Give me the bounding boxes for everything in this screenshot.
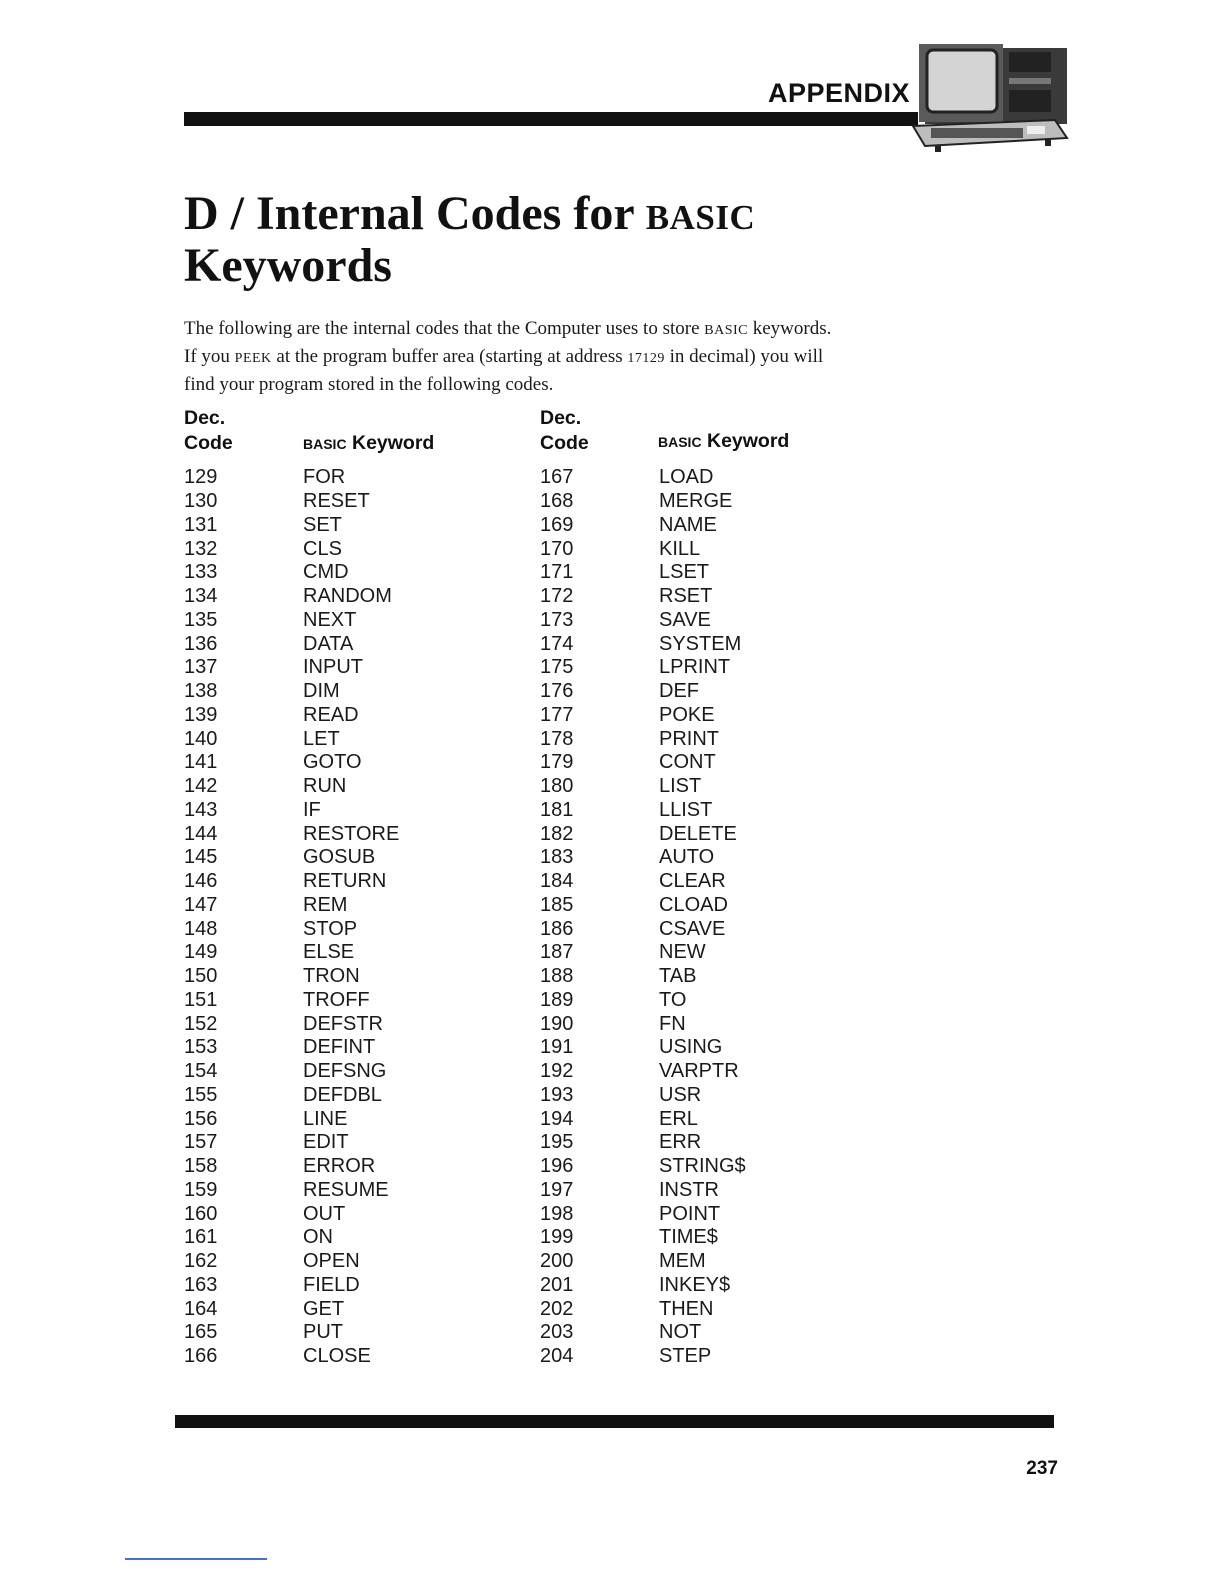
code-cell: 201 xyxy=(540,1273,574,1296)
keyword-cell: FN xyxy=(659,1012,686,1035)
code-cell: 173 xyxy=(540,608,574,631)
table-row xyxy=(184,1226,399,1250)
table-row xyxy=(540,1012,746,1036)
keyword-cell: TO xyxy=(659,988,687,1011)
footer-rule xyxy=(175,1415,1054,1428)
blue-underline xyxy=(125,1558,267,1560)
keyword-cell: POINT xyxy=(659,1202,721,1225)
table-row xyxy=(184,656,399,680)
code-cell: 180 xyxy=(540,775,574,798)
keyword-cell: INSTR xyxy=(659,1178,719,1201)
code-cell: 192 xyxy=(540,1060,574,1083)
code-cell: 141 xyxy=(184,751,218,774)
keyword-cell: USR xyxy=(659,1083,702,1106)
keyword-cell: REM xyxy=(303,893,348,916)
keyword-cell: STOP xyxy=(303,917,358,940)
keyword-cell: CLEAR xyxy=(659,870,726,893)
code-cell: 134 xyxy=(184,585,218,608)
table-row xyxy=(540,1202,746,1226)
code-cell: 204 xyxy=(540,1345,574,1368)
code-cell: 146 xyxy=(184,870,218,893)
code-cell: 202 xyxy=(540,1297,574,1320)
keyword-cell: POKE xyxy=(659,703,715,726)
table-row xyxy=(184,1012,399,1036)
code-cell: 179 xyxy=(540,751,574,774)
basic-label: BASIC xyxy=(658,434,702,450)
code-cell: 133 xyxy=(184,561,218,584)
intro-text-3: at the program buffer area (starting at address xyxy=(276,346,623,367)
table-row xyxy=(184,870,399,894)
keyword-cell: LET xyxy=(303,727,340,750)
code-cell: 189 xyxy=(540,988,574,1011)
keyword-cell: ERROR xyxy=(303,1155,376,1178)
table-row xyxy=(184,965,399,989)
code-cell: 151 xyxy=(184,988,218,1011)
code-cell: 187 xyxy=(540,941,574,964)
table-row xyxy=(540,989,746,1013)
table-row xyxy=(184,1036,399,1060)
keyword-cell: MERGE xyxy=(659,490,733,513)
code-cell: 129 xyxy=(184,466,218,489)
code-label: Code xyxy=(540,432,589,454)
code-cell: 145 xyxy=(184,846,218,869)
code-cell: 140 xyxy=(184,727,218,750)
table-row xyxy=(540,965,746,989)
keyword-cell: NOT xyxy=(659,1321,702,1344)
keyword-cell: CLOAD xyxy=(659,893,728,916)
table-row xyxy=(184,632,399,656)
code-cell: 137 xyxy=(184,656,218,679)
keyword-cell: PUT xyxy=(303,1321,343,1344)
left-code-header xyxy=(184,406,233,456)
code-cell: 155 xyxy=(184,1083,218,1106)
page-number: 237 xyxy=(1026,1458,1058,1479)
code-cell: 175 xyxy=(540,656,574,679)
keyword-label: Keyword xyxy=(351,432,435,454)
code-cell: 163 xyxy=(184,1273,218,1296)
code-cell: 158 xyxy=(184,1155,218,1178)
keyword-cell: CONT xyxy=(659,751,716,774)
keyword-cell: RETURN xyxy=(303,870,387,893)
code-cell: 170 xyxy=(540,537,574,560)
code-cell: 136 xyxy=(184,632,218,655)
table-row xyxy=(540,822,746,846)
left-keyword-header xyxy=(303,431,434,457)
keyword-cell: LOAD xyxy=(659,466,714,489)
code-cell: 195 xyxy=(540,1131,574,1154)
keyword-cell: ON xyxy=(303,1226,333,1249)
keyword-cell: DEFINT xyxy=(303,1036,376,1059)
keyword-cell: NEW xyxy=(659,941,706,964)
keyword-cell: ELSE xyxy=(303,941,355,964)
table-row xyxy=(540,870,746,894)
keyword-cell: CMD xyxy=(303,561,349,584)
keyword-cell: TIME$ xyxy=(659,1226,718,1249)
code-cell: 154 xyxy=(184,1060,218,1083)
keyword-cell: DEFSTR xyxy=(303,1012,383,1035)
code-cell: 138 xyxy=(184,680,218,703)
code-cell: 199 xyxy=(540,1226,574,1249)
keyword-cell: INPUT xyxy=(303,656,363,679)
code-cell: 153 xyxy=(184,1036,218,1059)
table-row xyxy=(184,1131,399,1155)
code-cell: 193 xyxy=(540,1083,574,1106)
keyword-cell: TRON xyxy=(303,965,360,988)
table-row xyxy=(540,1250,746,1274)
keyword-cell: DEFSNG xyxy=(303,1060,387,1083)
code-cell: 135 xyxy=(184,608,218,631)
intro-peek: PEEK xyxy=(234,351,272,366)
table-row xyxy=(540,680,746,704)
code-cell: 152 xyxy=(184,1012,218,1035)
keyword-cell: DEF xyxy=(659,680,699,703)
keyword-cell: STRING$ xyxy=(659,1155,746,1178)
code-cell: 172 xyxy=(540,585,574,608)
table-row xyxy=(184,1321,399,1345)
code-cell: 148 xyxy=(184,917,218,940)
table-row xyxy=(540,466,746,490)
code-cell: 203 xyxy=(540,1321,574,1344)
keyword-cell: DATA xyxy=(303,632,354,655)
basic-label: BASIC xyxy=(303,436,347,452)
table-row xyxy=(184,585,399,609)
table-row xyxy=(540,1274,746,1298)
table-row xyxy=(184,704,399,728)
code-cell: 132 xyxy=(184,537,218,560)
keyword-cell: ERL xyxy=(659,1107,698,1130)
keyword-cell: LPRINT xyxy=(659,656,731,679)
keyword-cell: NAME xyxy=(659,513,717,536)
keyword-cell: DEFDBL xyxy=(303,1083,382,1106)
code-cell: 200 xyxy=(540,1250,574,1273)
table-row xyxy=(540,1297,746,1321)
code-cell: 194 xyxy=(540,1107,574,1130)
keyword-cell: SAVE xyxy=(659,608,711,631)
keyword-cell: MEM xyxy=(659,1250,706,1273)
keyword-cell: READ xyxy=(303,703,359,726)
dec-label: Dec. xyxy=(540,407,582,429)
intro-address: 17129 xyxy=(627,351,665,366)
table-row xyxy=(184,1202,399,1226)
table-row xyxy=(540,514,746,538)
keyword-cell: THEN xyxy=(659,1297,714,1320)
table-row xyxy=(540,1060,746,1084)
code-cell: 197 xyxy=(540,1178,574,1201)
keyword-cell: GET xyxy=(303,1297,345,1320)
table-row xyxy=(540,585,746,609)
keyword-cell: DELETE xyxy=(659,822,737,845)
table-row xyxy=(540,799,746,823)
code-cell: 171 xyxy=(540,561,574,584)
title-main: D / Internal Codes for xyxy=(184,187,634,240)
keyword-cell: EDIT xyxy=(303,1131,349,1154)
dec-label: Dec. xyxy=(184,407,226,429)
code-cell: 178 xyxy=(540,727,574,750)
table-row xyxy=(184,822,399,846)
code-cell: 190 xyxy=(540,1012,574,1035)
keyword-cell: TAB xyxy=(659,965,697,988)
code-cell: 181 xyxy=(540,798,574,821)
keyword-cell: OPEN xyxy=(303,1250,360,1273)
keyword-cell: RESUME xyxy=(303,1178,389,1201)
table-row xyxy=(184,917,399,941)
table-row xyxy=(540,632,746,656)
code-cell: 166 xyxy=(184,1345,218,1368)
keyword-cell: CLOSE xyxy=(303,1345,371,1368)
code-cell: 185 xyxy=(540,893,574,916)
table-row xyxy=(184,775,399,799)
table-row xyxy=(184,1179,399,1203)
keyword-cell: IF xyxy=(303,798,321,821)
code-cell: 144 xyxy=(184,822,218,845)
code-cell: 149 xyxy=(184,941,218,964)
left-code-table xyxy=(184,466,399,1369)
keyword-cell: SET xyxy=(303,513,342,536)
code-cell: 131 xyxy=(184,513,218,536)
intro-text-1: The following are the internal codes that the Computer uses to store xyxy=(184,318,700,339)
keyword-cell: INKEY$ xyxy=(659,1273,731,1296)
code-cell: 156 xyxy=(184,1107,218,1130)
right-code-header xyxy=(540,406,589,456)
code-cell: 182 xyxy=(540,822,574,845)
code-cell: 160 xyxy=(184,1202,218,1225)
code-cell: 164 xyxy=(184,1297,218,1320)
table-row xyxy=(184,490,399,514)
table-row xyxy=(184,751,399,775)
intro-basic: BASIC xyxy=(704,323,748,338)
table-row xyxy=(184,1297,399,1321)
code-label: Code xyxy=(184,432,233,454)
table-row xyxy=(540,656,746,680)
appendix-label: APPENDIX xyxy=(767,78,910,108)
code-cell: 157 xyxy=(184,1131,218,1154)
table-row xyxy=(184,561,399,585)
keyword-cell: STEP xyxy=(659,1345,712,1368)
table-row xyxy=(184,1345,399,1369)
keyword-cell: ERR xyxy=(659,1131,702,1154)
table-row xyxy=(184,609,399,633)
keyword-cell: FIELD xyxy=(303,1273,360,1296)
table-row xyxy=(184,941,399,965)
intro-paragraph xyxy=(184,316,834,398)
code-cell: 186 xyxy=(540,917,574,940)
table-row xyxy=(540,1084,746,1108)
keyword-cell: CSAVE xyxy=(659,917,726,940)
table-row xyxy=(184,1060,399,1084)
code-cell: 130 xyxy=(184,490,218,513)
table-row xyxy=(184,537,399,561)
table-row xyxy=(540,1345,746,1369)
keyword-cell: NEXT xyxy=(303,608,357,631)
table-row xyxy=(540,609,746,633)
code-cell: 176 xyxy=(540,680,574,703)
table-row xyxy=(540,894,746,918)
keyword-cell: RESET xyxy=(303,490,370,513)
computer-illustration-icon xyxy=(905,40,1075,162)
code-cell: 174 xyxy=(540,632,574,655)
table-row xyxy=(184,1274,399,1298)
table-row xyxy=(540,1226,746,1250)
table-row xyxy=(540,941,746,965)
table-row xyxy=(540,1131,746,1155)
table-row xyxy=(540,917,746,941)
table-row xyxy=(184,894,399,918)
table-row xyxy=(184,680,399,704)
keyword-cell: OUT xyxy=(303,1202,346,1225)
table-row xyxy=(540,561,746,585)
keyword-cell: FOR xyxy=(303,466,346,489)
table-row xyxy=(540,1155,746,1179)
table-row xyxy=(540,1036,746,1060)
keyword-cell: RANDOM xyxy=(303,585,392,608)
table-row xyxy=(184,1250,399,1274)
keyword-cell: GOSUB xyxy=(303,846,376,869)
keyword-cell: KILL xyxy=(659,537,701,560)
table-row xyxy=(184,727,399,751)
code-cell: 169 xyxy=(540,513,574,536)
table-row xyxy=(184,514,399,538)
keyword-cell: AUTO xyxy=(659,846,715,869)
table-row xyxy=(540,1179,746,1203)
table-row xyxy=(184,799,399,823)
table-row xyxy=(540,704,746,728)
code-cell: 184 xyxy=(540,870,574,893)
keyword-cell: LLIST xyxy=(659,798,713,821)
code-cell: 162 xyxy=(184,1250,218,1273)
table-row xyxy=(540,727,746,751)
keyword-cell: CLS xyxy=(303,537,342,560)
keyword-cell: USING xyxy=(659,1036,723,1059)
keyword-cell: LSET xyxy=(659,561,710,584)
code-cell: 143 xyxy=(184,798,218,821)
keyword-cell: VARPTR xyxy=(659,1060,739,1083)
table-row xyxy=(184,1107,399,1131)
table-row xyxy=(540,775,746,799)
table-row xyxy=(540,846,746,870)
code-cell: 183 xyxy=(540,846,574,869)
code-cell: 168 xyxy=(540,490,574,513)
keyword-cell: RESTORE xyxy=(303,822,400,845)
keyword-cell: PRINT xyxy=(659,727,719,750)
table-row xyxy=(184,989,399,1013)
code-cell: 188 xyxy=(540,965,574,988)
intro-text-4: in decimal) you will find your program stored in the following codes. xyxy=(184,346,824,395)
code-cell: 198 xyxy=(540,1202,574,1225)
page-title xyxy=(184,187,884,292)
table-row xyxy=(540,1321,746,1345)
code-cell: 150 xyxy=(184,965,218,988)
code-cell: 196 xyxy=(540,1155,574,1178)
table-row xyxy=(540,537,746,561)
code-cell: 167 xyxy=(540,466,574,489)
table-row xyxy=(540,1107,746,1131)
table-row xyxy=(184,1084,399,1108)
keyword-cell: GOTO xyxy=(303,751,362,774)
keyword-cell: TROFF xyxy=(303,988,370,1011)
keyword-cell: SYSTEM xyxy=(659,632,742,655)
title-second-line: Keywords xyxy=(184,239,392,292)
keyword-cell: RSET xyxy=(659,585,713,608)
table-row xyxy=(540,490,746,514)
code-cell: 161 xyxy=(184,1226,218,1249)
code-cell: 147 xyxy=(184,893,218,916)
keyword-cell: RUN xyxy=(303,775,347,798)
code-cell: 159 xyxy=(184,1178,218,1201)
code-cell: 191 xyxy=(540,1036,574,1059)
right-code-table xyxy=(540,466,746,1369)
table-row xyxy=(540,751,746,775)
header-rule xyxy=(184,112,918,126)
keyword-cell: DIM xyxy=(303,680,340,703)
code-cell: 139 xyxy=(184,703,218,726)
code-cell: 142 xyxy=(184,775,218,798)
keyword-cell: LINE xyxy=(303,1107,348,1130)
table-row xyxy=(184,466,399,490)
code-cell: 177 xyxy=(540,703,574,726)
table-row xyxy=(184,1155,399,1179)
keyword-cell: LIST xyxy=(659,775,702,798)
right-keyword-header xyxy=(658,429,789,455)
code-cell: 165 xyxy=(184,1321,218,1344)
keyword-label: Keyword xyxy=(706,430,790,452)
table-row xyxy=(184,846,399,870)
intro-text-2: keywords. If you xyxy=(184,318,832,367)
title-basic: BASIC xyxy=(645,198,756,237)
